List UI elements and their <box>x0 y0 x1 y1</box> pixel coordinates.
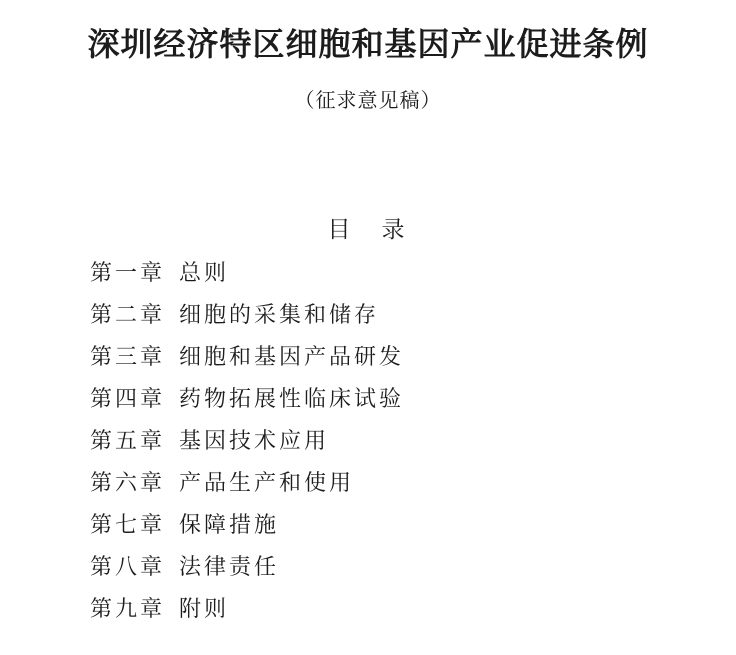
toc-chapter-label: 第一章 <box>90 259 166 285</box>
toc-chapter-label: 第四章 <box>90 385 166 411</box>
toc-chapter-label: 第三章 <box>90 343 166 369</box>
toc-chapter-title: 附则 <box>179 595 230 621</box>
toc-row-chapter-5 <box>90 418 736 460</box>
toc-chapter-title: 产品生产和使用 <box>179 469 355 495</box>
toc-chapter-title: 药物拓展性临床试验 <box>179 385 405 411</box>
toc-row-chapter-1 <box>90 250 736 292</box>
toc-heading: 目 录 <box>327 217 409 242</box>
toc-chapter-label: 第五章 <box>90 427 166 453</box>
toc-list <box>90 250 736 628</box>
toc-row-chapter-9 <box>90 586 736 628</box>
toc-row-chapter-7 <box>90 502 736 544</box>
toc-row-chapter-3 <box>90 334 736 376</box>
toc-row-chapter-4 <box>90 376 736 418</box>
toc-chapter-label: 第六章 <box>90 469 166 495</box>
toc-chapter-title: 基因技术应用 <box>179 427 330 453</box>
toc-chapter-title: 细胞和基因产品研发 <box>179 343 405 369</box>
toc-chapter-label: 第九章 <box>90 595 166 621</box>
toc-row-chapter-8 <box>90 544 736 586</box>
toc-row-chapter-6 <box>90 460 736 502</box>
toc-row-chapter-2 <box>90 292 736 334</box>
document-title: 深圳经济特区细胞和基因产业促进条例 <box>87 26 649 62</box>
toc-chapter-title: 保障措施 <box>179 511 280 537</box>
toc-chapter-title: 细胞的采集和储存 <box>179 301 380 327</box>
toc-chapter-title: 法律责任 <box>179 553 280 579</box>
toc-chapter-label: 第二章 <box>90 301 166 327</box>
toc-chapter-label: 第七章 <box>90 511 166 537</box>
toc-chapter-title: 总则 <box>179 259 230 285</box>
document-subtitle: （征求意见稿） <box>294 90 442 112</box>
toc-chapter-label: 第八章 <box>90 553 166 579</box>
